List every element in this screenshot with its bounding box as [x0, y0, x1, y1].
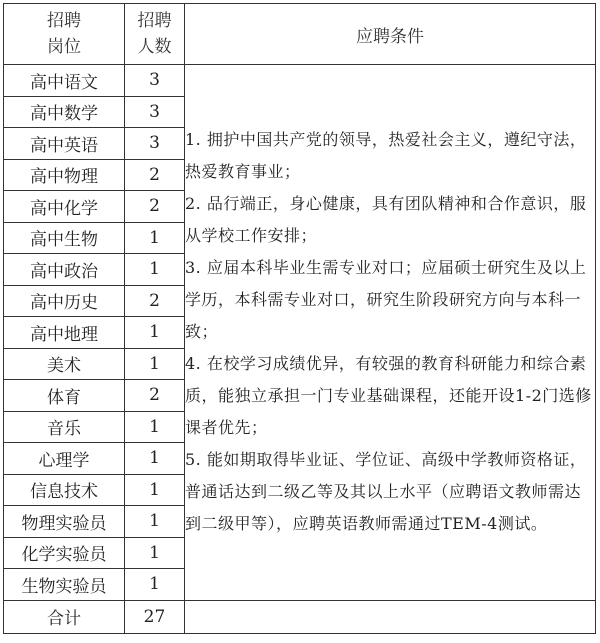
position-count: 1: [125, 222, 185, 254]
position-count: 1: [125, 317, 185, 349]
position-name: 高中地理: [4, 317, 125, 349]
position-count: 2: [125, 191, 185, 223]
conditions-cell: [185, 65, 596, 601]
position-name: 化学实验员: [4, 537, 125, 569]
position-count: 2: [125, 380, 185, 412]
position-name: 美术: [4, 348, 125, 380]
position-count: 1: [125, 348, 185, 380]
position-name: 高中生物: [4, 222, 125, 254]
position-name: 音乐: [4, 411, 125, 443]
position-name: 体育: [4, 380, 125, 412]
recruitment-table: [3, 3, 596, 634]
position-name: 高中数学: [4, 96, 125, 128]
header-conditions: 应聘条件: [185, 4, 596, 65]
position-name: 物理实验员: [4, 506, 125, 538]
position-count: 1: [125, 537, 185, 569]
table-row: [4, 65, 596, 97]
position-count: 2: [125, 285, 185, 317]
header-post-line2: 岗位: [47, 37, 81, 57]
position-count: 1: [125, 474, 185, 506]
position-count: 1: [125, 411, 185, 443]
header-count-line2: 人数: [137, 37, 172, 57]
position-name: 生物实验员: [4, 569, 125, 601]
position-name: 高中英语: [4, 128, 125, 160]
condition-item: 3. 应届本科毕业生需专业对口；应届硕士研究生及以上学历，本科需专业对口，研究生阶段研究方向与本科一致；: [185, 258, 587, 342]
total-empty-cell: [185, 600, 596, 633]
position-name: 高中化学: [4, 191, 125, 223]
total-label: 合计: [4, 600, 125, 633]
header-post-line1: 招聘: [47, 11, 81, 31]
header-count-line1: 招聘: [137, 11, 172, 31]
position-count: 1: [125, 569, 185, 601]
condition-item: 4. 在校学习成绩优异，有较强的教育科研能力和综合素质，能独立承担一门专业基础课程，还能开设1-2门选修课者优先；: [185, 354, 592, 438]
condition-item: 2. 品行端正，身心健康，具有团队精神和合作意识，服从学校工作安排；: [185, 194, 587, 246]
position-count: 1: [125, 443, 185, 475]
total-count: 27: [125, 600, 185, 633]
position-name: 心理学: [4, 443, 125, 475]
position-name: 高中物理: [4, 159, 125, 191]
header-count: [125, 4, 185, 65]
header-post: [4, 4, 125, 65]
position-count: 3: [125, 65, 185, 97]
position-name: 高中历史: [4, 285, 125, 317]
position-count: 1: [125, 254, 185, 286]
header-row: [4, 4, 596, 65]
condition-item: 1. 拥护中国共产党的领导，热爱社会主义，遵纪守法，热爱教育事业；: [185, 130, 587, 182]
total-row: [4, 600, 596, 633]
position-name: 高中政治: [4, 254, 125, 286]
position-name: 高中语文: [4, 65, 125, 97]
position-name: 信息技术: [4, 474, 125, 506]
position-count: 3: [125, 96, 185, 128]
condition-item: 5. 能如期取得毕业证、学位证、高级中学教师资格证，普通话达到二级乙等及其以上水平（应聘语文教师需达到二级甲等），应聘英语教师需通过TEM-4测试。: [185, 450, 587, 534]
position-count: 1: [125, 506, 185, 538]
position-count: 2: [125, 159, 185, 191]
position-count: 3: [125, 128, 185, 160]
